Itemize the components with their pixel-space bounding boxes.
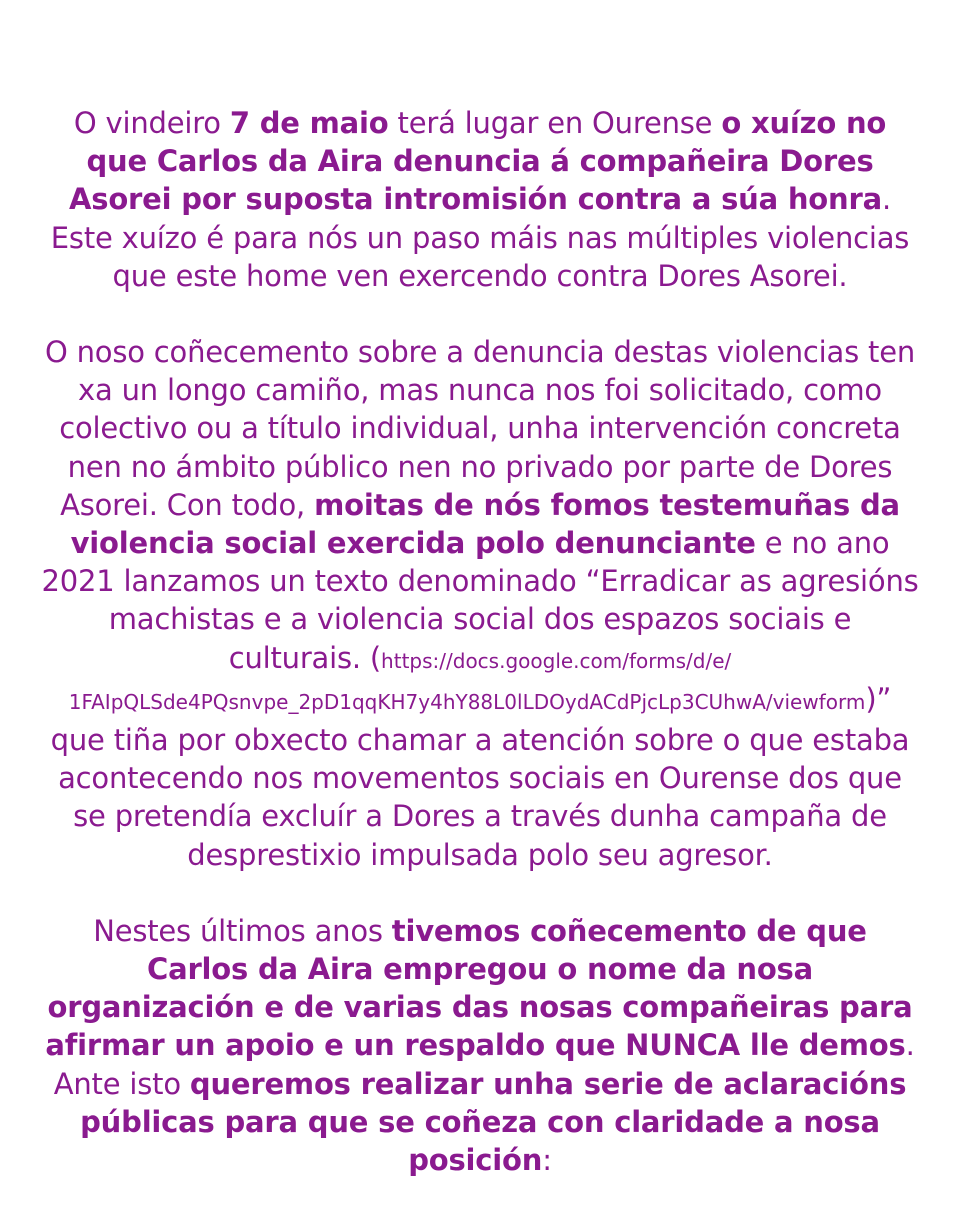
p3-text-1: Nestes últimos anos bbox=[93, 913, 392, 948]
p2-text-3: )” que tiña por obxecto chamar a atención sobre o que estaba acontecendo nos movementos sociais en Ourense dos que se pretendía excluír a Dores a través dunha campaña de desprestixio impulsada polo seu agresor. bbox=[50, 681, 910, 872]
paragraph-background bbox=[40, 333, 920, 874]
statement-text bbox=[40, 104, 920, 1217]
form-link[interactable]: https://docs.google.com/forms/d/e/1FAIpQLSde4PQsnvpe_2pD1qqKH7y4hY88L0lLDOydACdPjcLp3CUhwA/viewform bbox=[68, 648, 866, 714]
p3-text-2: . Ante isto bbox=[53, 1028, 915, 1101]
p1-date: 7 de maio bbox=[229, 106, 389, 140]
p1-text-2: terá lugar en Ourense bbox=[388, 106, 722, 140]
p3-public-clarifications: queremos realizar unha serie de aclaracións públicas para que se coñeza con claridade a nosa posición bbox=[80, 1066, 907, 1178]
p2-witnesses: moitas de nós fomos testemuñas da violencia social exercida polo denunciante bbox=[70, 487, 900, 561]
p1-text-1: O vindeiro bbox=[73, 106, 230, 140]
paragraph-trial-announcement bbox=[40, 104, 920, 295]
p2-text-2: e no ano 2021 lanzamos un texto denominado “Erradicar as agresións machistas e a violencia social dos espazos sociais e culturais. ( bbox=[41, 526, 919, 675]
p1-trial-description: o xuízo no que Carlos da Aira denuncia á compañeira Dores Asorei por suposta intromisión contra a súa honra bbox=[69, 106, 887, 217]
p3-text-3: : bbox=[542, 1143, 552, 1178]
p3-misuse-of-name: tivemos coñecemento de que Carlos da Aira empregou o nome da nosa organización e de varias das nosas compañeiras para afirmar un apoio e un respaldo que NUNCA lle demos bbox=[45, 913, 913, 1063]
p1-text-3: . Este xuízo é para nós un paso máis nas múltiples violencias que este home ven exercendo contra Dores Asorei. bbox=[50, 182, 910, 293]
p2-text-1: O noso coñecemento sobre a denuncia destas violencias ten xa un longo camiño, mas nunca nos foi solicitado, como colectivo ou a título individual, unha intervención concreta nen no ámbito público nen no privado por parte de Dores Asorei. Con todo, bbox=[44, 335, 916, 522]
paragraph-clarifications bbox=[40, 912, 920, 1179]
